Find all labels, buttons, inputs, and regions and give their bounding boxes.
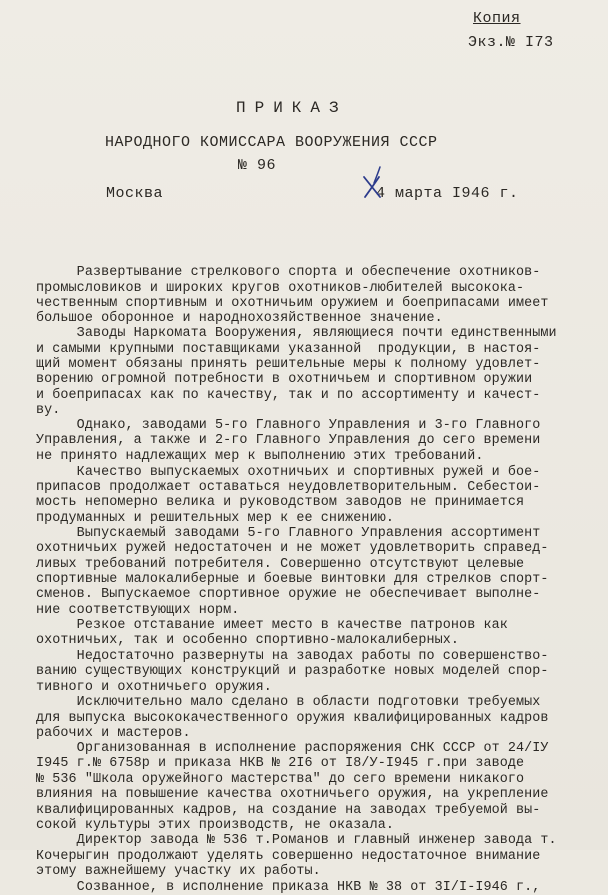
body-line: рабочих и мастеров.: [36, 726, 191, 741]
body-line: сменов. Выпускаемое спортивное оружие не обеспечивает выполне-: [36, 587, 541, 602]
body-line: Директор завода № 536 т.Романов и главный инженер завода т.: [36, 833, 557, 848]
date: 4 марта I946 г.: [376, 185, 519, 202]
copy-number: Экз.№ I73: [468, 34, 554, 51]
body-line: Недостаточно развернуты на заводах работы по совершенство-: [36, 649, 549, 664]
body-line: Качество выпускаемых охотничьих и спортивных ружей и боe-: [36, 465, 541, 480]
body-line: щий момент обязаны принять решительные меры к полному удовлет-: [36, 357, 541, 372]
body-line: Развертывание стрелкового спорта и обеспечение охотников-: [36, 265, 541, 280]
order-number: № 96: [238, 157, 277, 174]
body-line: охотничьих ружей недостаточен и не может удовлетворить справед-: [36, 541, 549, 556]
body-line: Организованная в исполнение распоряжения СНК СССР от 24/IУ: [36, 741, 549, 756]
body-line: не принято надлежащих мер к выполнению этих требований.: [36, 449, 484, 464]
body-line: и самыми крупными поставщиками указанной продукции, в настоя-: [36, 342, 541, 357]
body-line: Управления, а также и 2-го Главного Управления до сего времени: [36, 433, 541, 448]
place: Москва: [106, 185, 164, 202]
document-title: ПРИКАЗ: [236, 99, 348, 117]
body-line: ву.: [36, 403, 61, 418]
body-line: сокой культуры этих производств, не оказала.: [36, 818, 394, 833]
body-line: большое оборонное и народнохозяйственное значение.: [36, 311, 443, 326]
body-line: I945 г.№ 6758р и приказа НКВ № 2I6 от I8/У-I945 г.при заводе: [36, 756, 525, 771]
body-line: Созванное, в исполнение приказа НКВ № 38 от 3I/I-I946 г.,: [36, 880, 541, 895]
body-line: Исключительно мало сделано в области подготовки требуемых: [36, 695, 541, 710]
copy-label: Копия: [473, 10, 521, 27]
body-line: чественным спортивным и охотничьим оружием и боеприпасами имеет: [36, 296, 549, 311]
body-line: ванию существующих конструкций и разработке новых моделей спор-: [36, 664, 549, 679]
body-line: квалифицированных кадров, на создание на заводах требуемой вы-: [36, 803, 541, 818]
body-line: припасов продолжает оставаться неудовлетворительным. Себестои-: [36, 480, 541, 495]
body-line: Выпускаемый заводами 5-го Главного Управления ассортимент: [36, 526, 541, 541]
body-line: ние соответствующих норм.: [36, 603, 240, 618]
body-line: этому важнейшему участку их работы.: [36, 864, 321, 879]
body-line: ворению огромной потребности в охотничьем и спортивном оружии: [36, 372, 533, 387]
handwritten-mark-icon: [358, 163, 388, 203]
body-line: спортивные малокалиберные и боевые винтовки для стрелков спорт-: [36, 572, 549, 587]
body-line: охотничьих, так и особенно спортивно-малокалиберных.: [36, 633, 460, 648]
body-line: для выпуска высококачественного оружия квалифицированных кадров: [36, 711, 549, 726]
body-line: тивного и охотничьего оружия.: [36, 680, 272, 695]
body-line: продуманных и решительных мер к ее снижению.: [36, 511, 394, 526]
body-line: влияния на повышение качества охотничьего оружия, на укрепление: [36, 787, 549, 802]
body-line: и боеприпасах как по качеству, так и по ассортименту и качест-: [36, 388, 541, 403]
body-line: Кочерыгин продолжают уделять совершенно недостаточное внимание: [36, 849, 541, 864]
body-line: Резкое отставание имеет место в качестве патронов как: [36, 618, 508, 633]
body-line: промысловиков и широких кругов охотников-любителей высокока-: [36, 281, 525, 296]
body-line: ливых требований потребителя. Совершенно отсутствуют целевые: [36, 557, 525, 572]
body-line: Однако, заводами 5-го Главного Управления и 3-го Главного: [36, 418, 541, 433]
body-line: мость непомерно велика и руководством заводов не принимается: [36, 495, 525, 510]
body-line: № 536 "Школа оружейного мастерства" до сего времени никакого: [36, 772, 525, 787]
document-subtitle: НАРОДНОГО КОМИССАРА ВООРУЖЕНИЯ СССР: [105, 134, 438, 151]
body-line: Заводы Наркомата Вооружения, являющиеся почти единственными: [36, 326, 557, 341]
